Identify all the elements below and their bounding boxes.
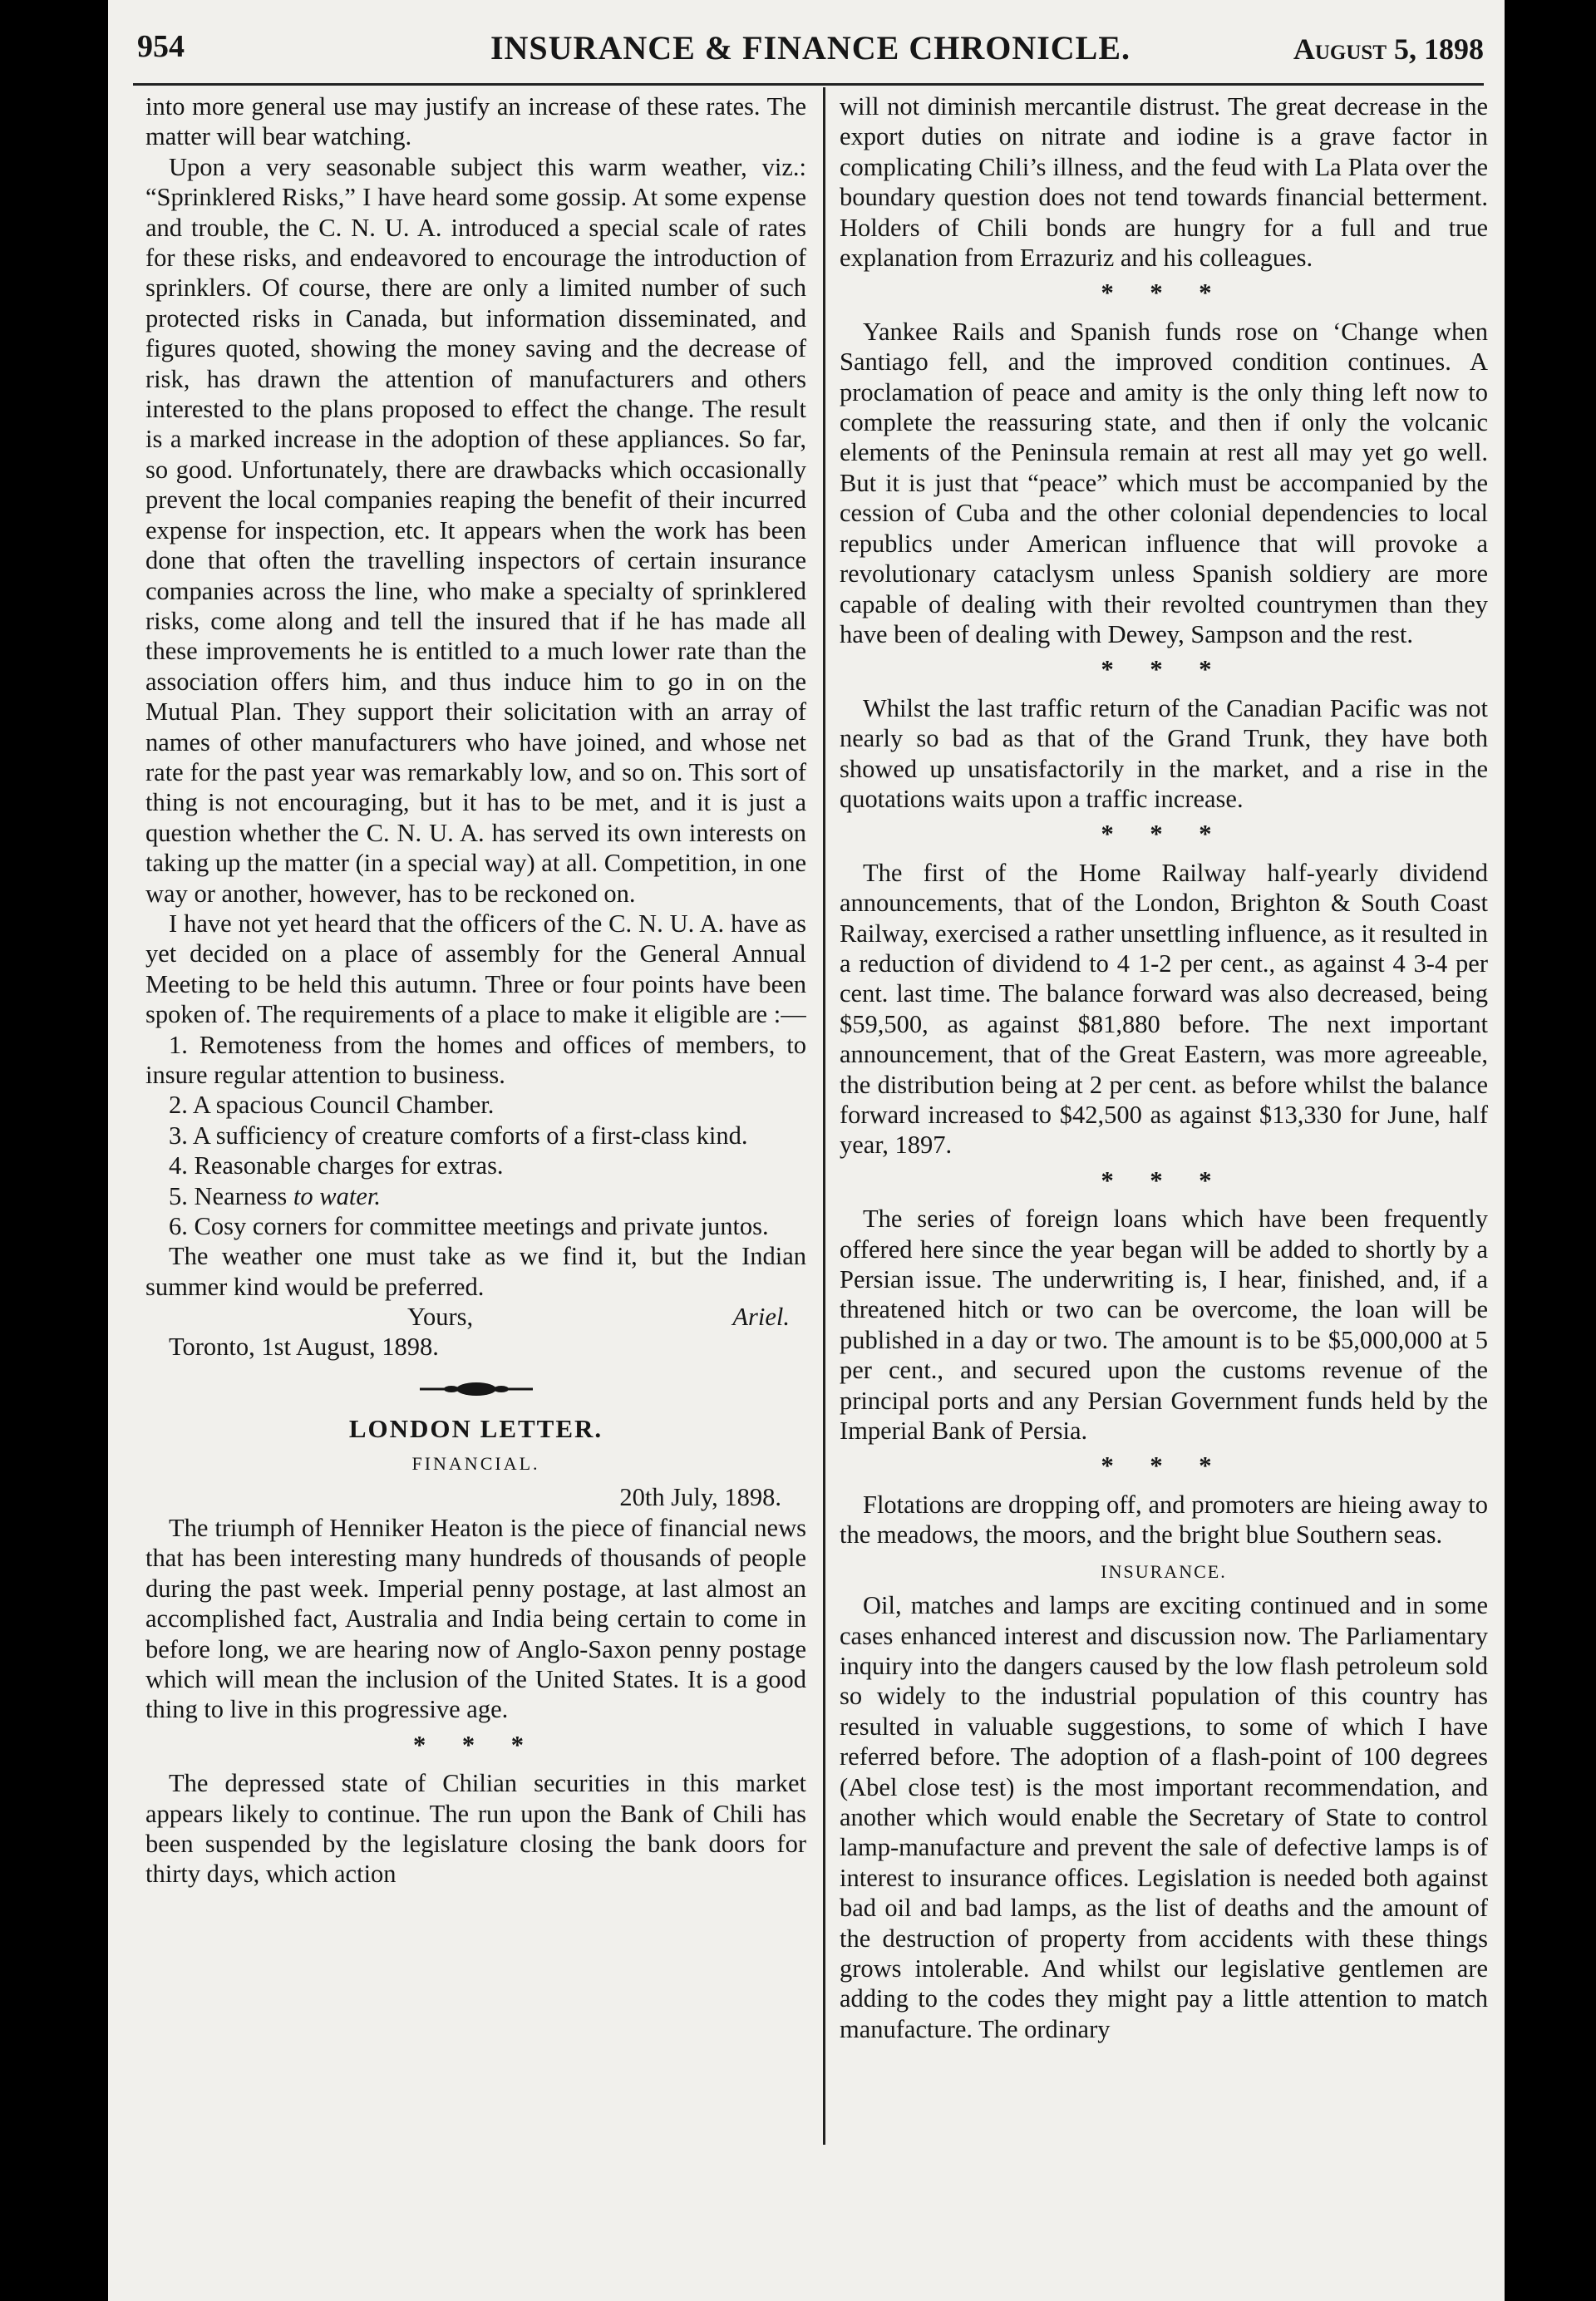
author-signature: Ariel. [732,1303,790,1332]
paragraph: Upon a very seasonable subject this warm weather, viz.: “Sprinklered Risks,” I have heard some gossip. At some expense and trouble, the C. N. U. A. introduced a special scale of rates for these risks, and endeavored to encourage the introduction of sprinklers. Of course, there are only a limited number of such protected risks in Canada, but information disseminated, and figures quoted, showing the money saving and the decrease of risk, has drawn the attention of manufacturers and others interested to the plans proposed to effect the change. The result is a marked increase in the adoption of these appliances. So far, so good. Unfortunately, there are drawbacks which occasionally prevent the local companies reaping the benefit of their incurred expense for inspection, etc. It appears when the work has been done that often the travelling inspectors of certain insurance companies across the line, who make a specialty of sprinklered risks, come along and tell the insured that if he has made all these improvements he is entitled to a much lower rate than the association offers him, and thus induce him to go in on the Mutual Plan. They support their solicitation with an array of names of other manufacturers who have joined, and whose net rate for the past year was remarkably low, and so on. This sort of thing is not encouraging, but it has to be met, and it is just a question whether the C. N. U. A. has served its own interests on taking up the matter (in a special way) at all. Competition, in one way or another, however, has to be reckoned on. [145,152,806,908]
paragraph: into more general use may justify an increase of these rates. The matter will bear watching. [145,92,806,151]
page-number: 954 [137,29,185,64]
paragraph: Flotations are dropping off, and promoters are hieing away to the meadows, the moors, and the bright blue Southern seas. [840,1490,1488,1550]
list-item: 1. Remoteness from the homes and offices of members, to insure regular attention to business. [145,1030,806,1089]
section-separator: * * * [413,1730,539,1759]
insurance-heading: INSURANCE. [1101,1560,1227,1582]
newspaper-page [108,0,1505,2301]
section-separator: * * * [1101,1165,1227,1195]
paragraph: The triumph of Henniker Heaton is the piece of financial news that has been interesting many hundreds of thousands of people during the past week. Imperial penny postage, at last almost an accomplished fact, Australia and India being certain to come in before long, we are hearing now of Anglo-Saxon penny postage which will mean the inclusion of the United States. It is a good thing to live in this progressive age. [145,1513,806,1724]
paragraph: The first of the Home Railway half-yearly dividend announcements, that of the London, Brighton & South Coast Railway, exercised a rather unsettling influence, as it resulted in a reduction of dividend to 4 1-2 per cent., as against 4 3-4 per cent. last time. The balance forward was also decreased, being $59,500, as against $81,880 before. The next important announcement, that of the Great Eastern, was more agreeable, the distribution being at 2 per cent. as before whilst the balance forward increased to $42,500 as against $13,330 for June, half year, 1897. [840,858,1488,1160]
section-separator: * * * [1101,1451,1227,1481]
closing-paragraph: The weather one must take as we find it, but the Indian summer kind would be preferred. [145,1242,806,1301]
section-separator: * * * [1101,820,1227,849]
paragraph: The depressed state of Chilian securities in this market appears likely to continue. The run upon the Bank of Chili has been suspended by the legislature closing the bank doors for thirty days, which action [145,1769,806,1889]
list-item: 2. A spacious Council Chamber. [169,1091,495,1120]
section-separator: * * * [1101,655,1227,684]
list-item: 4. Reasonable charges for extras. [169,1151,504,1180]
list-item: 3. A sufficiency of creature comforts of a first-class kind. [169,1121,748,1150]
left-column [145,91,806,1890]
section-subtitle: FINANCIAL. [411,1453,540,1475]
paragraph: I have not yet heard that the officers of the C. N. U. A. have as yet decided on a place of assembly for the General Annual Meeting to be held this autumn. Three or four points have been spoken of. The requirements of a place to make it eligible are :— [145,909,806,1029]
right-column [840,91,1488,2044]
section-ornament [418,1379,534,1399]
publication-title: INSURANCE & FINANCE CHRONICLE. [490,29,1131,67]
list-item-5 [145,1181,806,1211]
list-item-5-text: 5. Nearness [169,1181,293,1210]
paragraph: Oil, matches and lamps are exciting continued and in some cases enhanced interest and discussion now. The Parliamentary inquiry into the dangers caused by the low flash petroleum sold so widely to the industrial population of this country has resulted in valuable suggestions, to some of which I have referred before. The adoption of a flash-point of 100 degrees (Abel close test) is the most important recommendation, and another which would enable the Secretary of State to control lamp-manufacture and prevent the sale of defective lamps is of interest to insurance offices. Legislation is needed both against bad oil and bad lamps, as the list of deaths and the amount of the destruction of property from accidents with these things grows intolerable. And whilst our legislative gentlemen are adding to the codes they might pay a little attention to match manufacture. The ordinary [840,1591,1488,2043]
paragraph: will not diminish mercantile distrust. The great decrease in the export duties on nitrate and iodine is a grave factor in complicating Chili’s illness, and the feud with La Plata over the boundary question does not tend towards financial betterment. Holders of Chili bonds are hungry for a full and true explanation from Errazuriz and his colleagues. [840,92,1488,273]
paragraph: The series of foreign loans which have been frequently offered here since the year began will be added to shortly by a Persian issue. The underwriting is, I hear, finished, and, if a threatened hitch or two can be overcome, the loan will be published in a day or two. The amount is to be $5,000,000 at 5 per cent., and secured upon the customs revenue of the principal ports and any Persian Government funds held by the Imperial Bank of Persia. [840,1205,1488,1446]
section-title: LONDON LETTER. [348,1413,603,1443]
issue-date: August 5, 1898 [1293,32,1484,66]
page-header [137,25,1484,75]
signature-line [145,1302,806,1332]
dateline: Toronto, 1st August, 1898. [169,1333,439,1362]
valediction: Yours, [407,1303,474,1332]
column-divider [823,87,825,2145]
section-separator: * * * [1101,278,1227,308]
paragraph: Whilst the last traffic return of the Canadian Pacific was not nearly so bad as that of the Grand Trunk, they have both showed up unsatisfactorily in the market, and a rise in the quotations waits upon a traffic increase. [840,693,1488,813]
list-item-5-italic: to water. [293,1181,381,1210]
paragraph: Yankee Rails and Spanish funds rose on ‘Change when Santiago fell, and the improved condition continues. A proclamation of peace and amity is the only thing left now to complete the reassuring state, and then if only the volcanic elements of the Peninsula remain at rest all may yet go well. But it is just that “peace” which must be accompanied by the cession of Cuba and the other colonial dependencies to local republics under American influence that will provoke a revolutionary cataclysm unless Spanish soldiery are more capable of dealing with their revolted countrymen than they have been of dealing with Dewey, Sampson and the rest. [840,317,1488,648]
letter-date: 20th July, 1898. [619,1483,781,1512]
list-item: 6. Cosy corners for committee meetings and private juntos. [169,1212,769,1241]
header-rule [133,83,1484,86]
